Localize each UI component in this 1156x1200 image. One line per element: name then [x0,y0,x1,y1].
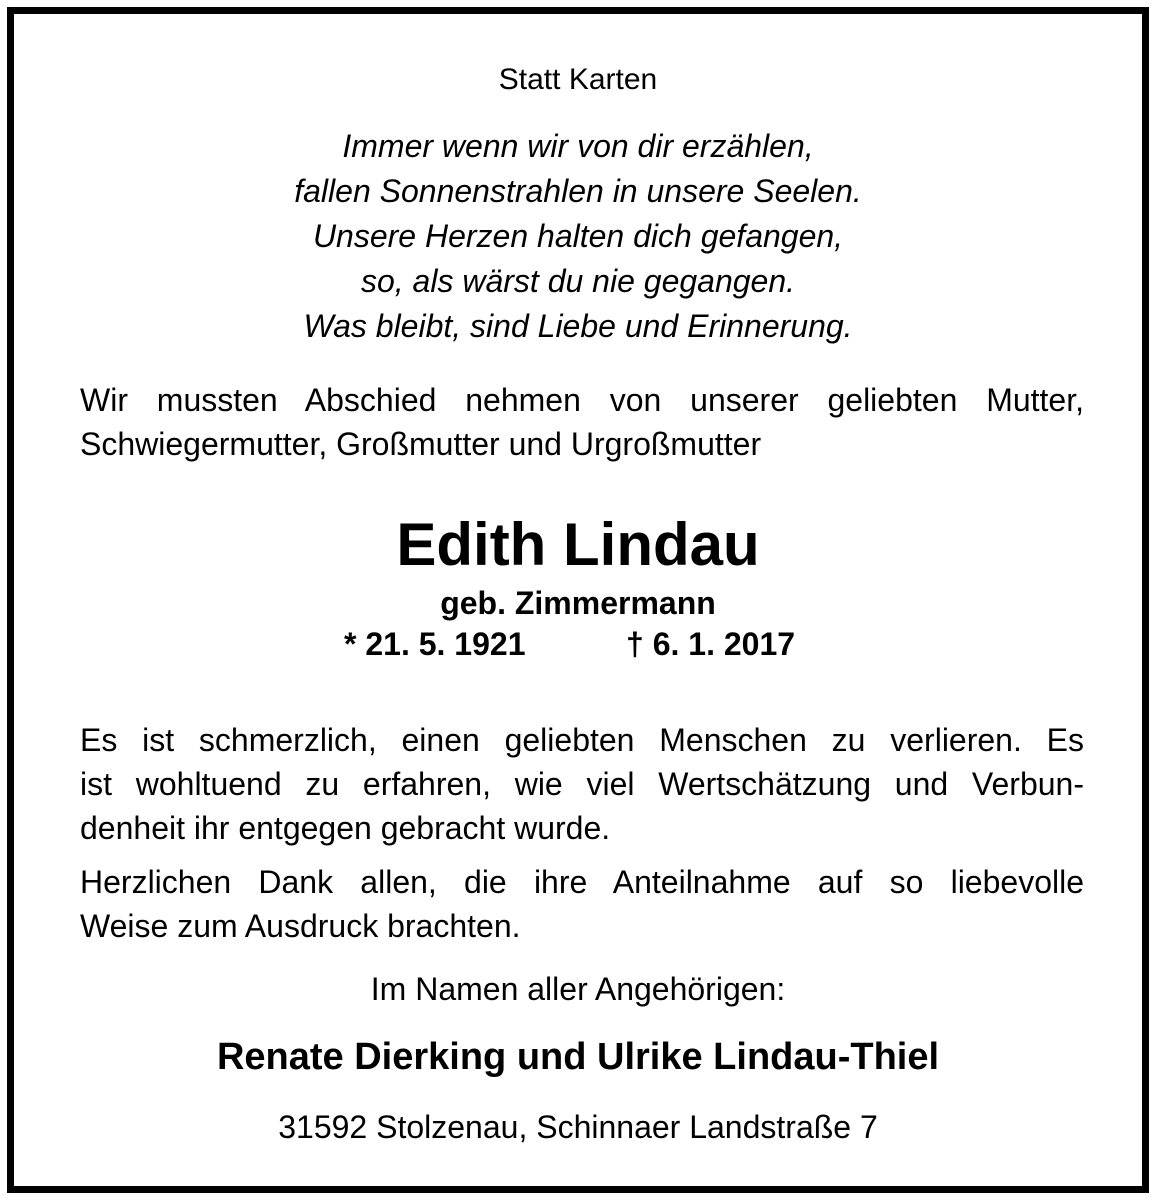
paragraph-line: Weise zum Ausdruck brachten. [80,908,521,944]
poem [14,124,1142,349]
intro-line: Wir mussten Abschied nehmen von unserer geliebten Mutter, [80,382,1084,418]
life-dates [14,624,1142,664]
obituary-frame [7,7,1149,1193]
on-behalf-text: Im Namen aller Angehörigen: [370,971,786,1007]
birth-date: * 21. 5. 1921 [344,626,526,662]
gratitude-paragraph-1 [80,718,1084,850]
paragraph-line: Herzlichen Dank allen, die ihre Anteilnahme auf so liebevolle [80,864,1084,900]
intro-text [80,378,1084,466]
poem-line: so, als wärst du nie gegangen. [360,263,796,299]
poem-line: Immer wenn wir von dir erzählen, [342,128,814,164]
address: 31592 Stolzenau, Schinnaer Landstraße 7 [278,1109,878,1145]
paragraph-line: ist wohltuend zu erfahren, wie viel Wertschätzung und Verbun- [80,766,1084,802]
intro-line: Schwiegermutter, Großmutter und Urgroßmutter [80,426,762,462]
poem-line: Was bleibt, sind Liebe und Erinnerung. [303,308,853,344]
death-date: † 6. 1. 2017 [626,626,796,662]
deceased-name: Edith Lindau [396,511,760,578]
header-title: Statt Karten [498,63,658,96]
poem-line: fallen Sonnenstrahlen in unsere Seelen. [294,173,862,209]
gratitude-paragraph-2 [80,860,1084,948]
poem-line: Unsere Herzen halten dich gefangen, [312,218,844,254]
obituary-content [14,14,1142,1186]
paragraph-line: Es ist schmerzlich, einen geliebten Menschen zu verlieren. Es [80,722,1084,758]
signers-names: Renate Dierking und Ulrike Lindau-Thiel [216,1036,940,1078]
deceased-birth-name: geb. Zimmermann [440,585,716,621]
paragraph-line: denheit ihr entgegen gebracht wurde. [80,810,611,846]
